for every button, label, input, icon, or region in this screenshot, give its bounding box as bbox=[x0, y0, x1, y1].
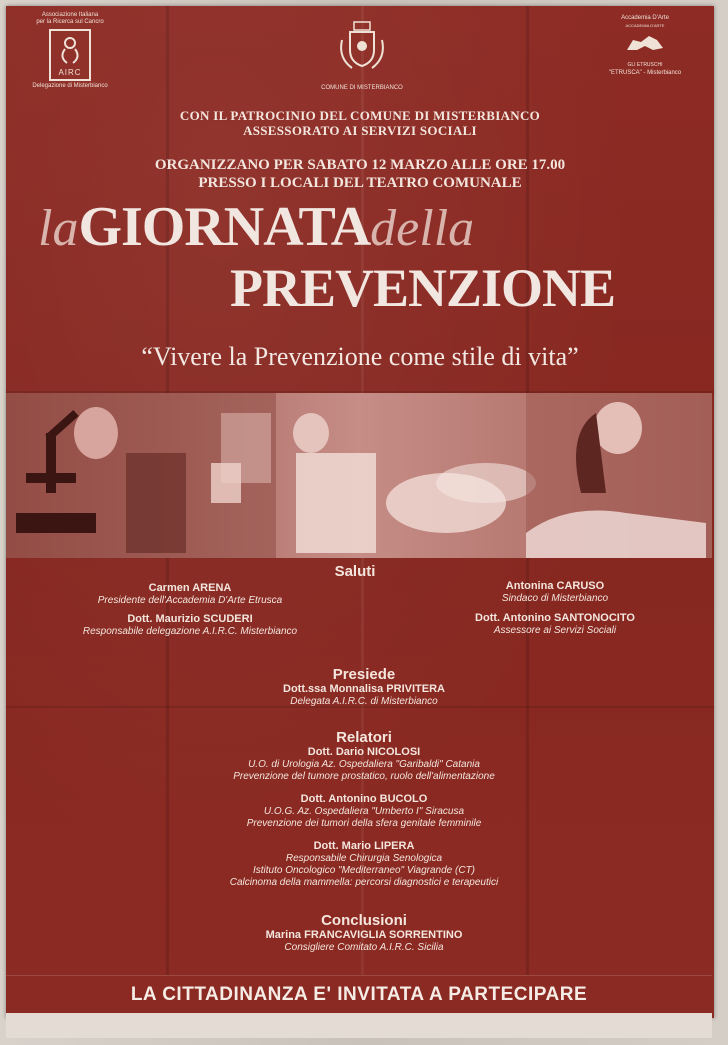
accademia-caption: "ETRUSCA" - Misterbianco bbox=[608, 70, 682, 76]
saluti-right-list bbox=[420, 580, 690, 637]
comune-logo-block bbox=[312, 18, 412, 91]
saluti-left-list bbox=[60, 582, 320, 638]
speaker-role: Delegata A.I.R.C. di Misterbianco bbox=[290, 696, 438, 707]
accademia-motto: GLI ETRUSCHI bbox=[627, 62, 663, 68]
speaker-name: Marina FRANCAVIGLIA SORRENTINO bbox=[265, 929, 463, 941]
speaker-name: Dott. Dario NICOLOSI bbox=[307, 746, 421, 758]
speaker-detail: U.O.G. Az. Ospedaliera "Umberto I" Siracusa bbox=[263, 806, 465, 817]
title-della: della bbox=[370, 200, 475, 257]
title-la: la bbox=[38, 200, 79, 257]
presiede-section bbox=[214, 666, 514, 708]
comune-label: COMUNE DI MISTERBIANCO bbox=[321, 85, 403, 91]
speaker-name: Dott. Maurizio SCUDERI bbox=[127, 613, 253, 625]
airc-name-line: per la Ricerca sul Cancro bbox=[36, 19, 104, 25]
speaker-role: Presidente dell'Accademia D'Arte Etrusca bbox=[97, 595, 283, 606]
airc-logo-block bbox=[30, 12, 110, 90]
speaker-detail: Prevenzione dei tumori della sfera genitale femminile bbox=[246, 818, 482, 829]
patrocinio-text bbox=[60, 108, 660, 138]
conclusioni-heading: Conclusioni bbox=[321, 912, 407, 929]
speaker-role: Sindaco di Misterbianco bbox=[501, 593, 609, 604]
chimera-icon bbox=[623, 30, 667, 56]
slogan: “Vivere la Prevenzione come stile di vita” bbox=[141, 342, 579, 371]
airc-name-line: Associazione Italiana bbox=[41, 12, 99, 18]
speaker-name: Dott. Antonino BUCOLO bbox=[300, 793, 428, 805]
speaker-detail: U.O. di Urologia Az. Ospedaliera "Garibaldi" Catania bbox=[248, 759, 480, 770]
patrocinio-line: ASSESSORATO AI SERVIZI SOCIALI bbox=[243, 123, 477, 138]
speaker-name: Dott. Antonino SANTONOCITO bbox=[475, 612, 635, 624]
speaker-name: Dott. Mario LIPERA bbox=[313, 840, 415, 852]
invitation-text: LA CITTADINANZA E' INVITATA A PARTECIPARE bbox=[130, 984, 588, 1005]
presiede-heading: Presiede bbox=[332, 666, 396, 683]
speaker-detail: Responsabile Chirurgia Senologica bbox=[285, 853, 443, 864]
speaker-name: Carmen ARENA bbox=[148, 582, 232, 594]
airc-logo-icon bbox=[49, 29, 91, 81]
speaker-role: Consigliere Comitato A.I.R.C. Sicilia bbox=[284, 942, 444, 953]
invitation-banner bbox=[6, 975, 712, 1014]
patrocinio-line: CON IL PATROCINIO DEL COMUNE DI MISTERBIANCO bbox=[179, 108, 541, 123]
airc-acronym: AIRC bbox=[58, 68, 82, 77]
speaker-name: Dott.ssa Monnalisa PRIVITERA bbox=[283, 683, 445, 695]
accademia-title: Accademia D'Arte bbox=[621, 15, 669, 21]
coat-of-arms-icon bbox=[334, 18, 390, 78]
accademia-small: ACCADEMIA D'ARTE bbox=[625, 23, 665, 28]
event-date-text bbox=[40, 156, 680, 192]
speaker-detail: Prevenzione del tumore prostatico, ruolo dell'alimentazione bbox=[233, 771, 495, 782]
event-date-line: ORGANIZZANO PER SABATO 12 MARZO ALLE ORE 17.00 bbox=[154, 157, 566, 173]
saluti-section bbox=[280, 563, 430, 580]
title-prevenzione: PREVENZIONE bbox=[230, 258, 616, 318]
accademia-logo-block bbox=[595, 14, 695, 77]
relatori-section bbox=[164, 729, 564, 889]
speaker-name: Antonina CARUSO bbox=[505, 580, 605, 592]
title-giornata: GIORNATA bbox=[78, 196, 371, 258]
conclusioni-section bbox=[204, 912, 524, 954]
relatori-heading: Relatori bbox=[336, 729, 392, 746]
woman-car-image bbox=[526, 393, 712, 558]
speaker-role: Assessore ai Servizi Sociali bbox=[493, 625, 617, 636]
speaker-detail: Istituto Oncologico "Mediterraneo" Viagrande (CT) bbox=[252, 865, 476, 876]
event-venue-line: PRESSO I LOCALI DEL TEATRO COMUNALE bbox=[198, 175, 522, 191]
photo-collage bbox=[6, 393, 712, 558]
saluti-heading: Saluti bbox=[334, 563, 376, 580]
poster-bottom-margin bbox=[6, 1013, 712, 1038]
airc-delegation: Delegazione di Misterbianco bbox=[32, 83, 108, 89]
speaker-detail: Calcinoma della mammella: percorsi diagnostici e terapeutici bbox=[229, 877, 499, 888]
speaker-role: Responsabile delegazione A.I.R.C. Misterbianco bbox=[82, 626, 298, 637]
